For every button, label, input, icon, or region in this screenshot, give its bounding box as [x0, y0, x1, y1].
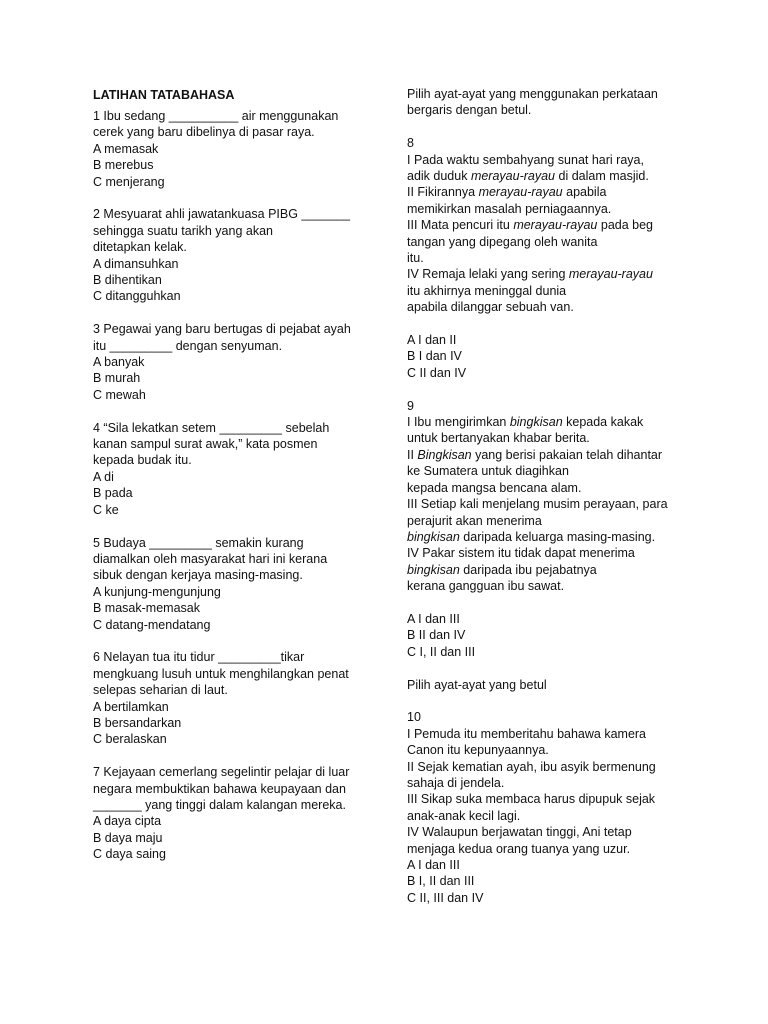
question-text-line: III Sikap suka membaca harus dipupuk sejak [407, 792, 656, 807]
text-segment: apabila dilanggar sebuah van. [407, 300, 574, 315]
question-text-line [407, 152, 697, 168]
question-text-line [407, 168, 697, 184]
text-segment: II Fikirannya [407, 185, 479, 200]
question-text-line [407, 414, 697, 430]
question-text-line [407, 201, 697, 217]
question-9 [407, 398, 697, 660]
question-text-line [407, 513, 697, 529]
question-text-line [407, 299, 697, 315]
question-text-line: I Pemuda itu memberitahu bahawa kamera [407, 726, 647, 741]
underlined-word: merayau-rayau [478, 185, 563, 200]
answer-option: C beralaskan [93, 732, 167, 747]
question-text-line [407, 463, 697, 479]
question-text-line: 3 Pegawai yang baru bertugas di pejabat ayah [93, 322, 351, 337]
text-segment: memikirkan masalah perniagaannya. [407, 201, 612, 216]
question-text-line [407, 578, 697, 594]
question-text-line [407, 234, 697, 250]
text-segment: untuk bertanyakan khabar berita. [407, 431, 590, 446]
answer-option: C mewah [93, 387, 146, 402]
question-text-line [407, 496, 697, 512]
question-text-line [407, 480, 697, 496]
answer-option: C ditangguhkan [93, 289, 181, 304]
question-text-line: sahaja di jendela. [407, 775, 505, 790]
text-segment: tangan yang dipegang oleh wanita [407, 234, 598, 249]
text-segment: yang berisi pakaian telah dihantar [471, 447, 663, 462]
question-text-line [407, 430, 697, 446]
underlined-word: bingkisan [509, 415, 563, 430]
question-text-line: sehingga suatu tarikh yang akan [93, 223, 273, 238]
answer-option: B murah [93, 371, 141, 386]
answer-option: A daya cipta [93, 814, 162, 829]
page-title: LATIHAN TATABAHASA [93, 88, 235, 102]
text-segment: II [407, 447, 418, 462]
answer-option: B I dan IV [407, 349, 462, 364]
question-text-line: negara membuktikan bahawa keupayaan dan [93, 781, 346, 796]
question-text-line: kepada budak itu. [93, 453, 192, 468]
text-segment: I Pada waktu sembahyang sunat hari raya, [407, 152, 644, 167]
answer-option: C II, III dan IV [407, 890, 484, 905]
question-text-line [407, 283, 697, 299]
question-8 [407, 135, 697, 381]
text-segment: IV Remaja lelaki yang sering [407, 267, 569, 282]
right-column [407, 86, 697, 906]
question-text-line [407, 250, 697, 266]
answer-option: A I dan III [407, 611, 460, 626]
question-text-line: ditetapkan kelak. [93, 240, 187, 255]
answer-option: C menjerang [93, 174, 165, 189]
answer-option: C datang-mendatang [93, 617, 211, 632]
answer-option: B daya maju [93, 830, 163, 845]
question-text-line: II Sejak kematian ayah, ibu asyik bermenung [407, 759, 656, 774]
question-text-line: 7 Kejayaan cemerlang segelintir pelajar di luar [93, 765, 350, 780]
text-segment: ke Sumatera untuk diagihkan [407, 464, 569, 479]
answer-option: B bersandarkan [93, 715, 182, 730]
question-text-line: itu _________ dengan senyuman. [93, 338, 283, 353]
text-segment: adik duduk [407, 169, 471, 184]
question-text-line [407, 184, 697, 200]
answer-option: B pada [93, 486, 133, 501]
question-text-line: kanan sampul surat awak,” kata posmen [93, 437, 318, 452]
question-number: 10 [407, 710, 421, 725]
question-10 [407, 709, 697, 906]
text-segment: apabila [562, 185, 607, 200]
text-segment: I Ibu mengirimkan [407, 415, 510, 430]
answer-option: B I, II dan III [407, 874, 475, 889]
answer-option: A I dan II [407, 333, 457, 348]
answer-option: A dimansuhkan [93, 256, 179, 271]
answer-option: B dihentikan [93, 273, 162, 288]
answer-option: C II dan IV [407, 365, 467, 380]
text-segment: daripada ibu pejabatnya [459, 562, 597, 577]
text-segment: itu. [407, 251, 424, 266]
question-text-line [407, 266, 697, 282]
question-number: 8 [407, 136, 414, 151]
question-text-line: cerek yang baru dibelinya di pasar raya. [93, 125, 315, 140]
answer-option: A kunjung-mengunjung [93, 584, 221, 599]
question-text-line [407, 447, 697, 463]
question-text-line: selepas seharian di laut. [93, 683, 228, 698]
question-text-line [407, 217, 697, 233]
text-segment: pada beg [597, 218, 653, 233]
text-segment: III Mata pencuri itu [407, 218, 514, 233]
question-text-line: menjaga kedua orang tuanya yang uzur. [407, 841, 631, 856]
question-text-line [407, 529, 697, 545]
underlined-word: Bingkisan [417, 447, 472, 462]
answer-option: B masak-memasak [93, 601, 200, 616]
text-segment: kerana gangguan ibu sawat. [407, 579, 565, 594]
answer-option: A di [93, 469, 114, 484]
underlined-word: bingkisan [407, 529, 460, 544]
answer-option: B II dan IV [407, 628, 466, 643]
answer-option: A I dan III [407, 858, 460, 872]
question-text-line: 6 Nelayan tua itu tidur _________tikar [93, 650, 305, 665]
answer-option: C I, II dan III [407, 644, 476, 659]
question-text-line: 1 Ibu sedang __________ air menggunakan [93, 109, 339, 123]
underlined-word: merayau-rayau [568, 267, 653, 282]
instruction-line: bergaris dengan betul. [407, 103, 532, 118]
question-text-line: anak-anak kecil lagi. [407, 808, 521, 823]
underlined-word: merayau-rayau [513, 218, 598, 233]
question-text-line: Canon itu kepunyaannya. [407, 743, 549, 758]
left-question-list [93, 108, 373, 863]
instruction-line: Pilih ayat-ayat yang betul [407, 677, 547, 692]
question-text-line: 4 “Sila lekatkan setem _________ sebelah [93, 420, 330, 435]
answer-option: C daya saing [93, 847, 166, 862]
question-text-line [407, 562, 697, 578]
text-segment: kepada kakak [562, 415, 644, 430]
question-text-line: diamalkan oleh masyarakat hari ini kerana [93, 551, 328, 566]
question-text-line: 5 Budaya _________ semakin kurang [93, 535, 304, 550]
answer-option: A bertilamkan [93, 699, 169, 714]
question-number: 9 [407, 398, 414, 413]
question-text-line: IV Walaupun berjawatan tinggi, Ani tetap [407, 825, 632, 840]
text-segment: kepada mangsa bencana alam. [407, 480, 582, 495]
text-segment: IV Pakar sistem itu tidak dapat menerima [407, 546, 635, 561]
underlined-word: merayau-rayau [470, 169, 556, 184]
answer-option: B merebus [93, 158, 154, 173]
underlined-word: bingkisan [407, 562, 460, 577]
text-segment: daripada keluarga masing-masing. [459, 529, 656, 544]
text-segment: perajurit akan menerima [407, 513, 542, 528]
answer-option: C ke [93, 502, 119, 517]
answer-option: A banyak [93, 355, 145, 370]
left-column [93, 86, 373, 863]
question-text-line: sibuk dengan kerjaya masing-masing. [93, 568, 303, 583]
question-text-line: 2 Mesyuarat ahli jawatankuasa PIBG _______ [93, 207, 351, 222]
text-segment: di dalam masjid. [555, 169, 649, 184]
text-segment: III Setiap kali menjelang musim perayaan, para [407, 497, 668, 512]
text-segment: itu akhirnya meninggal dunia [407, 283, 567, 298]
question-text-line: mengkuang lusuh untuk menghilangkan penat [93, 666, 349, 681]
question-text-line: _______ yang tinggi dalam kalangan mereka. [93, 797, 346, 812]
question-text-line [407, 545, 697, 561]
instruction-line: Pilih ayat-ayat yang menggunakan perkataan [407, 87, 658, 101]
answer-option: A memasak [93, 141, 159, 156]
